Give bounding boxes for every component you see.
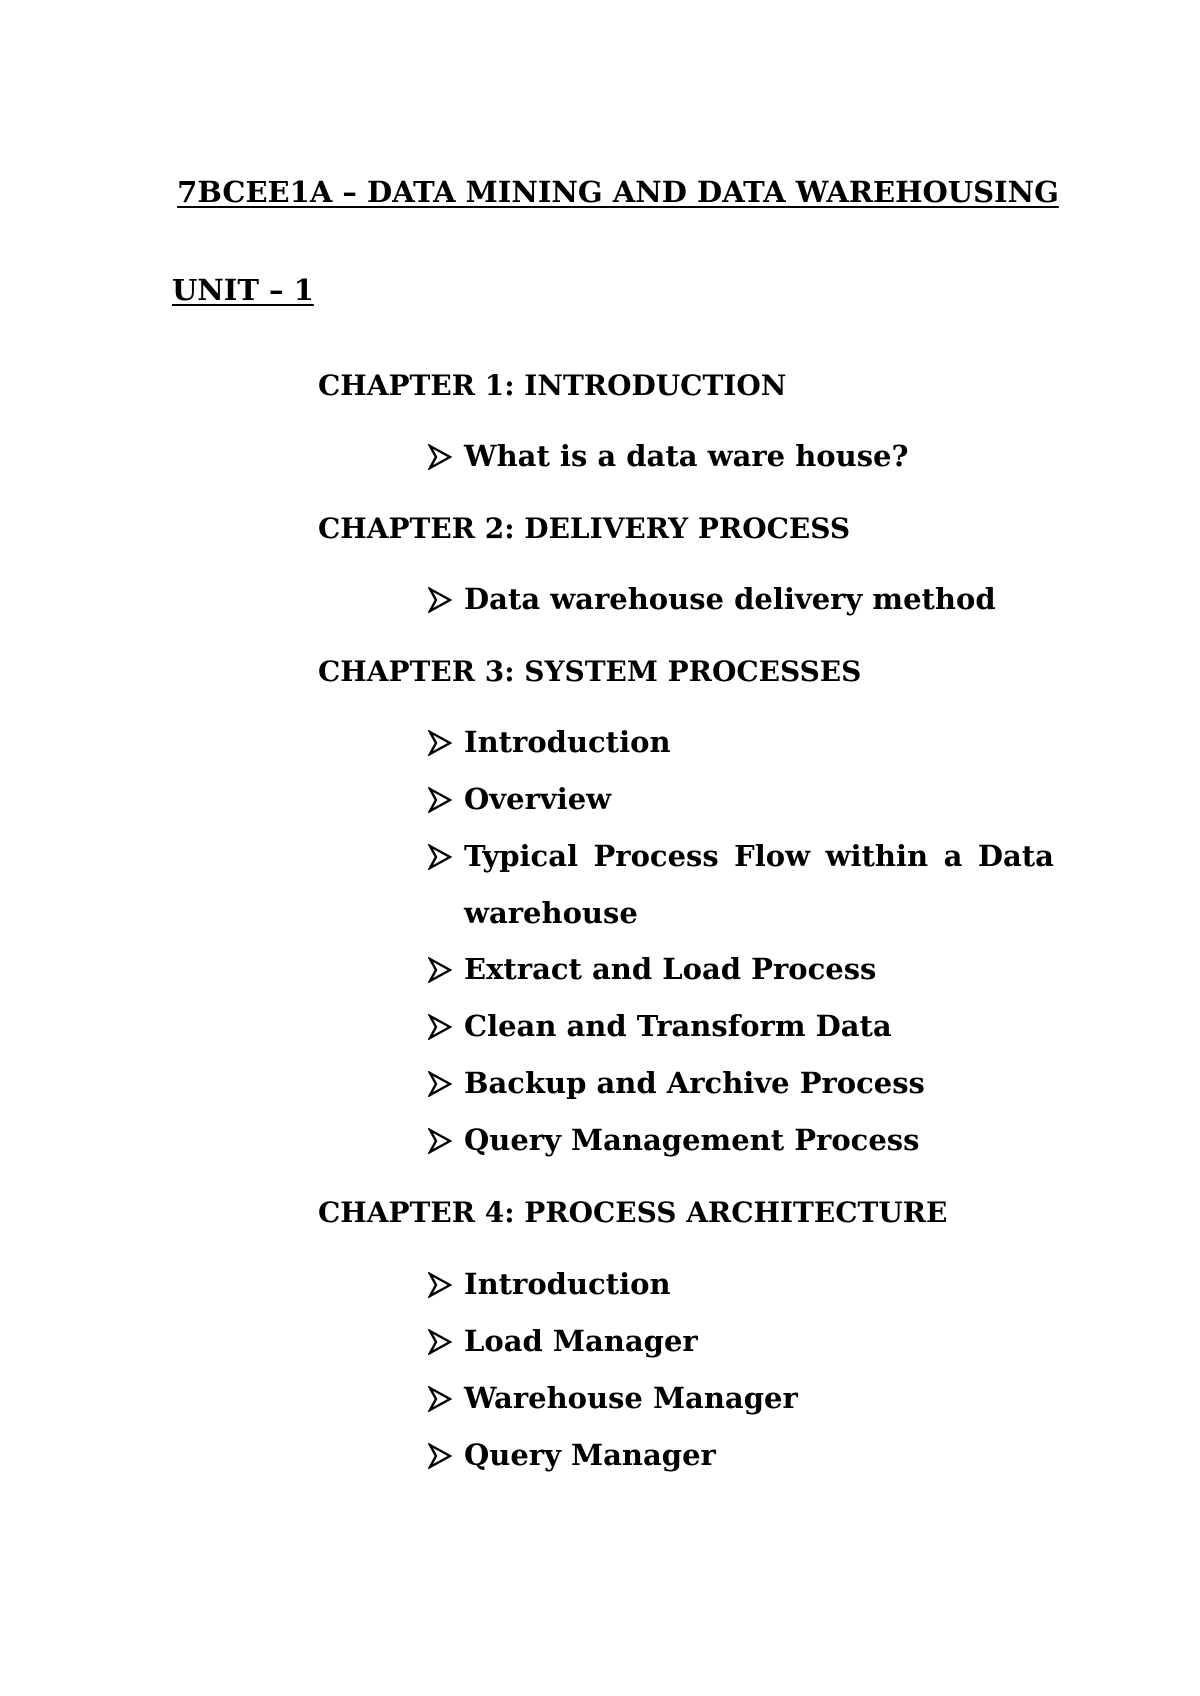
arrow-bullet-icon — [428, 1272, 452, 1298]
list-item-text: Backup and Archive Process — [464, 1066, 925, 1100]
document-title: 7BCEE1A – DATA MINING AND DATA WAREHOUSING — [177, 175, 1059, 209]
arrow-bullet-icon — [428, 1128, 452, 1154]
arrow-bullet-icon — [428, 844, 452, 870]
list-item-text: Introduction — [464, 1267, 671, 1301]
arrow-bullet-icon — [428, 787, 452, 813]
chapter-1-heading: CHAPTER 1: INTRODUCTION — [318, 369, 787, 402]
arrow-bullet-icon — [428, 1329, 452, 1355]
word: Flow — [734, 839, 811, 873]
arrow-bullet-icon — [428, 1071, 452, 1097]
word: a — [943, 839, 963, 873]
word: Process — [593, 839, 719, 873]
chapter-2-heading: CHAPTER 2: DELIVERY PROCESS — [318, 512, 851, 545]
list-item-text: What is a data ware house? — [464, 439, 909, 473]
word: Data — [977, 839, 1054, 873]
list-item-text: warehouse — [464, 896, 638, 930]
list-item-text: Data warehouse delivery method — [464, 582, 996, 616]
list-item-text: Overview — [464, 782, 612, 816]
arrow-bullet-icon — [428, 730, 452, 756]
list-item-text: Query Management Process — [464, 1123, 920, 1157]
word: within — [825, 839, 929, 873]
arrow-bullet-icon — [428, 957, 452, 983]
word: Typical — [464, 839, 579, 873]
list-item-text: Load Manager — [464, 1324, 698, 1358]
list-item-text: Extract and Load Process — [464, 952, 877, 986]
chapter-4-heading: CHAPTER 4: PROCESS ARCHITECTURE — [318, 1196, 948, 1229]
list-item-text: Clean and Transform Data — [464, 1009, 892, 1043]
arrow-bullet-icon — [428, 444, 452, 470]
list-item-text-justified — [464, 839, 1054, 873]
chapter-3-heading: CHAPTER 3: SYSTEM PROCESSES — [318, 655, 862, 688]
list-item-text: Warehouse Manager — [464, 1381, 798, 1415]
list-item-text: Introduction — [464, 725, 671, 759]
arrow-bullet-icon — [428, 1443, 452, 1469]
unit-heading: UNIT – 1 — [172, 273, 314, 307]
list-item-text: Query Manager — [464, 1438, 716, 1472]
arrow-bullet-icon — [428, 587, 452, 613]
arrow-bullet-icon — [428, 1386, 452, 1412]
arrow-bullet-icon — [428, 1014, 452, 1040]
